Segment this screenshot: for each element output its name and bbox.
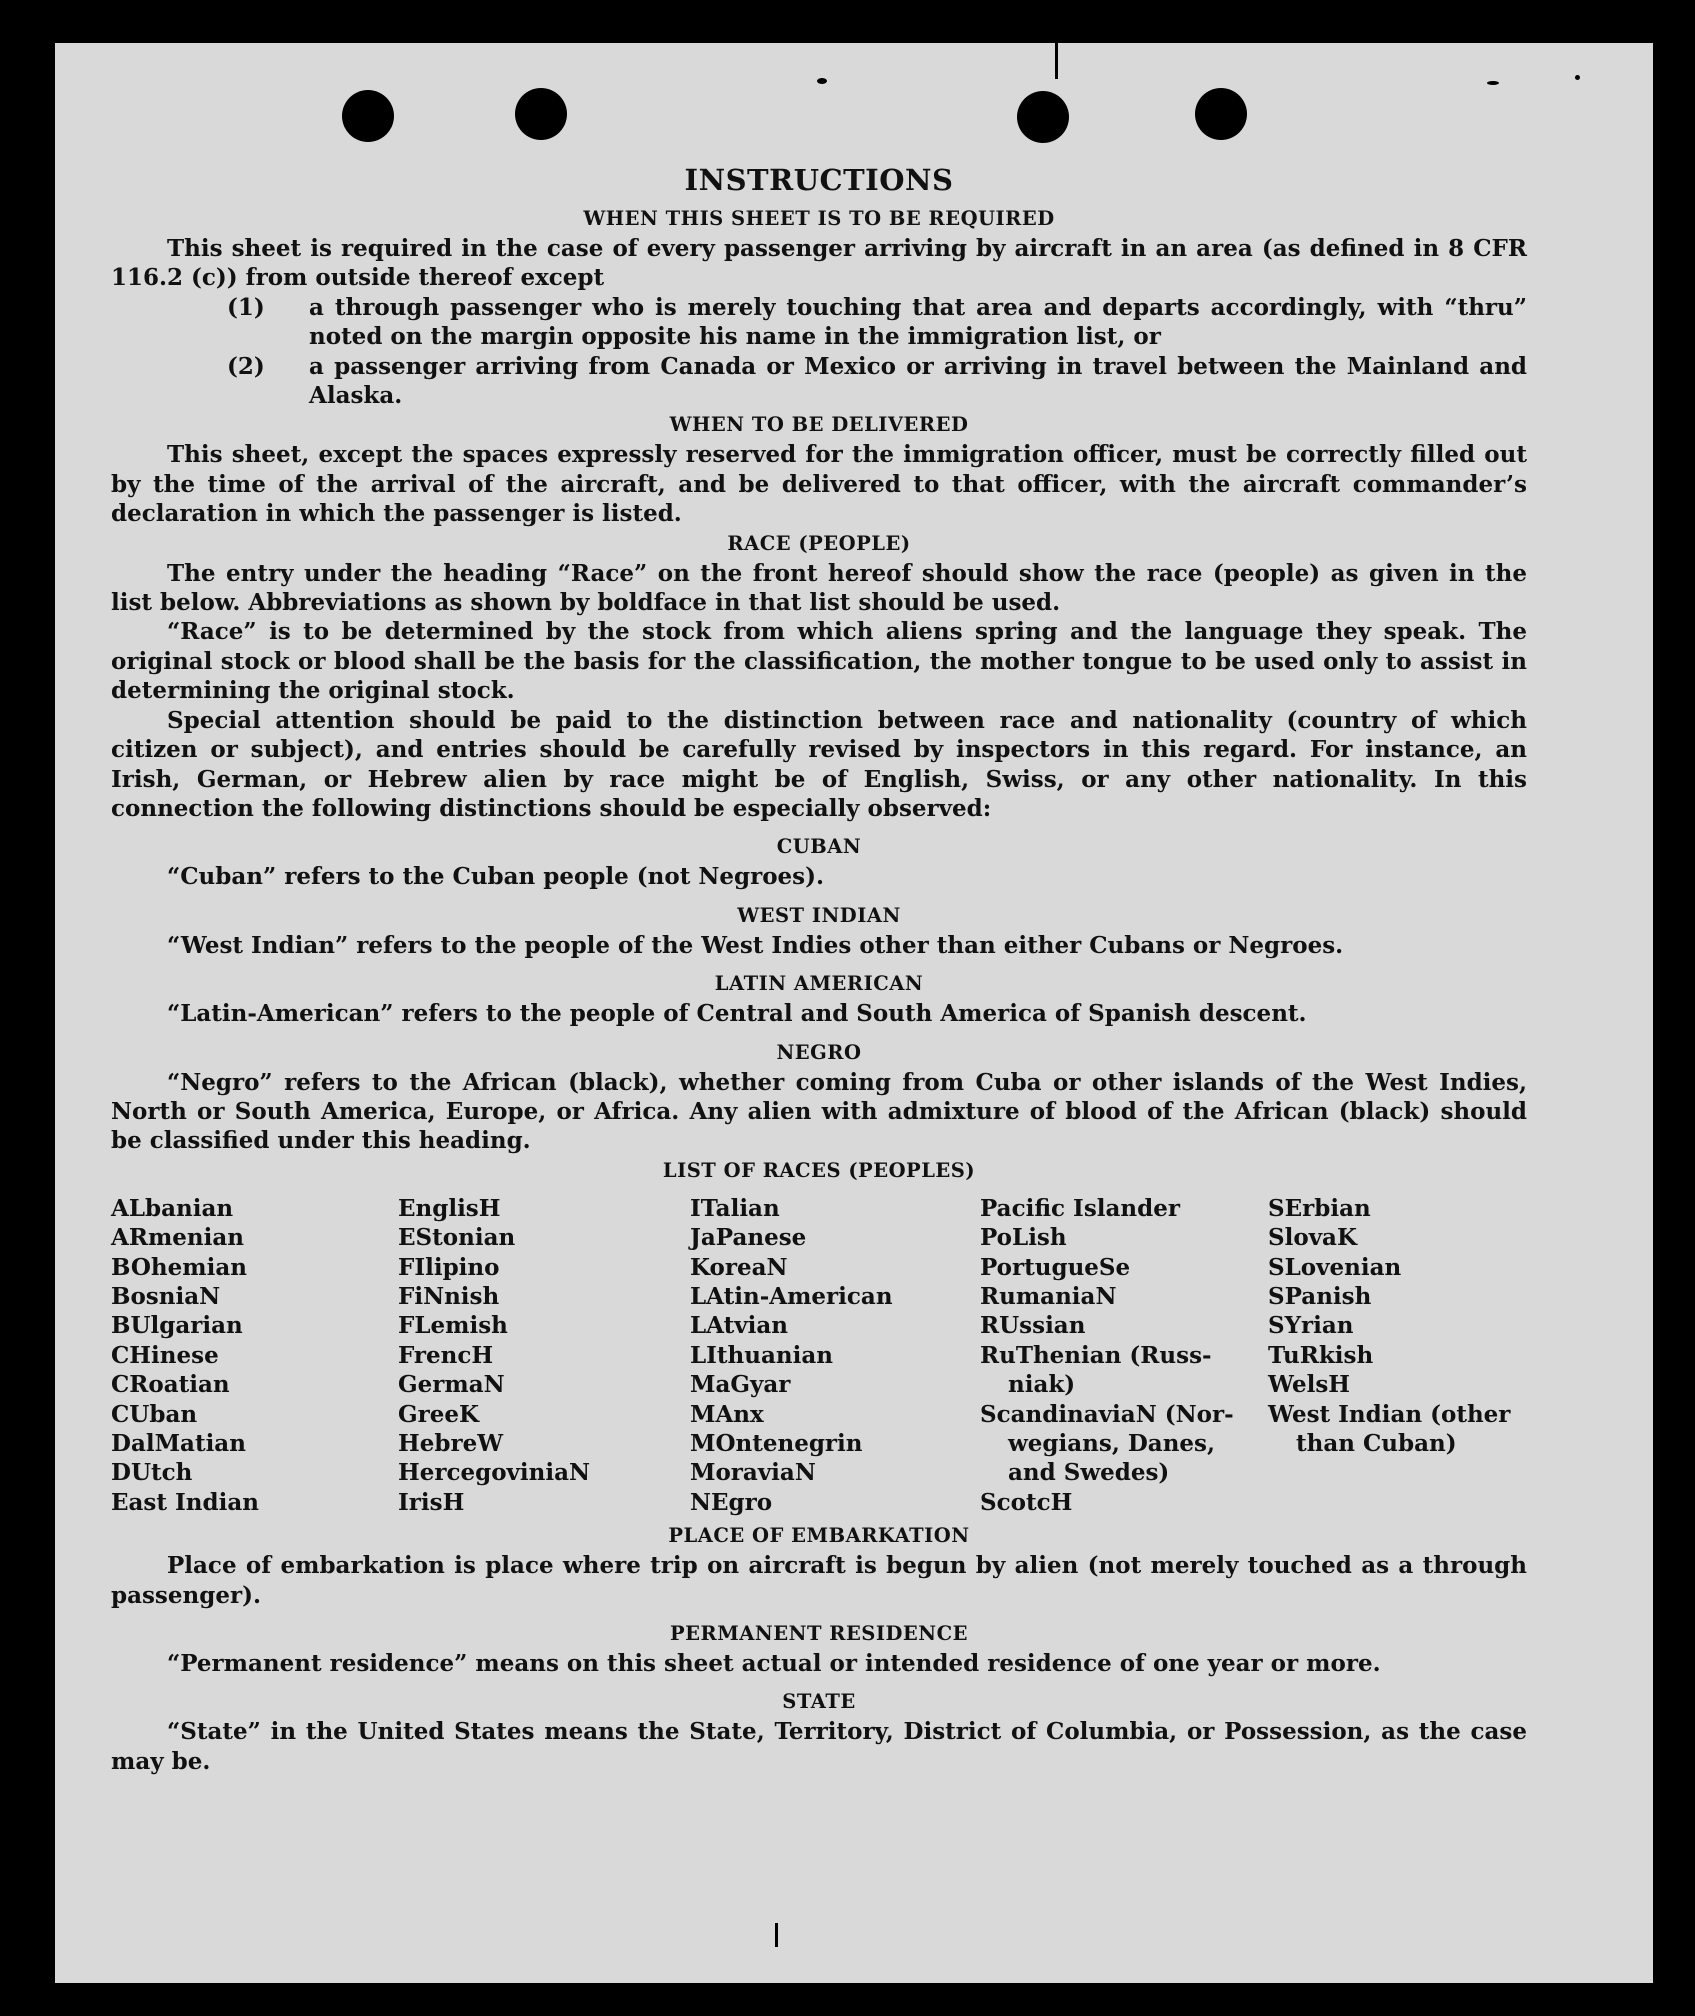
race-entry: LAtin-American (690, 1282, 893, 1310)
page-title: INSTRUCTIONS (684, 163, 954, 197)
list-item (111, 352, 1527, 411)
instructions-content (111, 160, 1527, 1776)
paragraph-when-delivered: This sheet, except the spaces expressly reserved for the immigration officer, must be correctly filled out by the time of the arrival of the aircraft, and be delivered to that officer, with the aircraft commander’s declaration in which the passenger is listed. (111, 441, 1527, 528)
heading-state: STATE (782, 1690, 856, 1714)
paragraph-residence: “Permanent residence” means on this sheet actual or intended residence of one year or more. (167, 1650, 1381, 1678)
race-entry: ALbanian (111, 1194, 234, 1222)
race-entry: FiNnish (398, 1282, 500, 1310)
race-entry: than Cuban) (1296, 1430, 1457, 1457)
race-entry: wegians, Danes, (1008, 1430, 1215, 1457)
race-entry: ITalian (690, 1194, 780, 1222)
race-entry: ScotcH (980, 1488, 1073, 1516)
races-column (1268, 1194, 1527, 1517)
race-entry: DUtch (111, 1459, 193, 1487)
race-entry: SLovenian (1268, 1253, 1402, 1281)
race-entry: MOntenegrin (690, 1430, 863, 1457)
speck (817, 78, 827, 84)
races-column (980, 1194, 1268, 1517)
heading-residence: PERMANENT RESIDENCE (669, 1622, 968, 1646)
race-entry: CRoatian (111, 1371, 230, 1399)
speck (1575, 75, 1580, 80)
race-entry: FIlipino (398, 1253, 500, 1281)
race-entry: BOhemian (111, 1253, 247, 1281)
race-entry: RumaniaN (980, 1282, 1117, 1310)
race-entry: PortugueSe (980, 1253, 1131, 1281)
race-entry: West Indian (other (1268, 1400, 1511, 1428)
race-entry: CHinese (111, 1341, 219, 1369)
punch-hole (515, 88, 567, 140)
paragraph-embarkation: Place of embarkation is place where trip on aircraft is begun by alien (not merely touched as a through passenger). (111, 1552, 1527, 1609)
heading-latin-american: LATIN AMERICAN (714, 972, 924, 996)
race-entry: NEgro (690, 1488, 773, 1516)
race-entry: BUlgarian (111, 1312, 243, 1340)
race-entry: RuThenian (Russ- (980, 1341, 1212, 1369)
paragraph-race-3: Special attention should be paid to the distinction between race and nationality (country of which citizen or subject), and entries should be carefully revised by inspectors in this regard. For instance, an Irish, German, or Hebrew alien by race might be of English, Swiss, or any other nationality. In this connection the following distinctions should be especially observed: (111, 706, 1527, 822)
race-entry: and Swedes) (1008, 1459, 1170, 1487)
paragraph-state: “State” in the United States means the State, Territory, District of Columbia, or Possession, as the case may be. (111, 1718, 1527, 1775)
race-entry: IrisH (398, 1488, 465, 1516)
race-entry: GermaN (398, 1371, 505, 1399)
race-entry: WelsH (1268, 1371, 1351, 1399)
race-entry: ScandinaviaN (Nor- (980, 1400, 1234, 1428)
race-entry: EStonian (398, 1224, 516, 1252)
race-entry: FLemish (398, 1312, 508, 1340)
heading-list-of-races: LIST OF RACES (PEOPLES) (662, 1158, 976, 1182)
punch-hole (1195, 88, 1247, 140)
speck (1487, 81, 1499, 85)
paragraph-race-1: The entry under the heading “Race” on the front hereof should show the race (people) as given in the list below. Abbreviations as shown by boldface in that list should be used. (111, 559, 1527, 617)
race-entry: MoraviaN (690, 1459, 816, 1487)
race-entry: TuRkish (1268, 1341, 1374, 1369)
item-text: a passenger arriving from Canada or Mexico or arriving in travel between the Mainland and Alaska. (309, 352, 1527, 410)
race-entry: CUban (111, 1400, 198, 1428)
heading-negro: NEGRO (776, 1040, 862, 1064)
race-entry: KoreaN (690, 1253, 788, 1281)
race-entry: DalMatian (111, 1430, 246, 1457)
race-entry: ARmenian (111, 1224, 245, 1252)
race-entry: HercegoviniaN (398, 1459, 591, 1487)
item-number: (2) (227, 352, 265, 380)
race-entry: FrencH (398, 1341, 494, 1369)
race-entry: EnglisH (398, 1194, 501, 1222)
heading-west-indian: WEST INDIAN (737, 903, 901, 927)
heading-when-required: WHEN THIS SHEET IS TO BE REQUIRED (583, 207, 1055, 230)
paragraph-negro: “Negro” refers to the African (black), whether coming from Cuba or other islands of the West Indies, North or South America, Europe, or Africa. Any alien with admixture of blood of the African (black) should be classified under this heading. (111, 1068, 1527, 1155)
race-entry: BosniaN (111, 1282, 221, 1310)
race-entry: SPanish (1268, 1282, 1372, 1310)
item-text: a through passenger who is merely touching that area and departs accordingly, with “thru” noted on the margin opposite his name in the immigration list, or (309, 293, 1527, 351)
punch-hole (1017, 91, 1069, 143)
paragraph-latin-american: “Latin-American” refers to the people of Central and South America of Spanish descent. (167, 1000, 1307, 1028)
speck (775, 1923, 778, 1947)
race-entry: HebreW (398, 1430, 504, 1457)
race-entry: JaPanese (690, 1224, 807, 1252)
heading-cuban: CUBAN (776, 835, 862, 859)
race-entry: Pacific Islander (980, 1194, 1180, 1222)
race-entry: LIthuanian (690, 1341, 833, 1369)
heading-race: RACE (PEOPLE) (727, 531, 911, 555)
races-list (111, 1194, 1527, 1517)
punch-hole (342, 90, 394, 142)
race-entry: GreeK (398, 1400, 480, 1428)
race-entry: SYrian (1268, 1312, 1354, 1340)
speck (1055, 43, 1058, 79)
races-column (690, 1194, 980, 1517)
race-entry: SlovaK (1268, 1224, 1357, 1252)
paragraph-cuban: “Cuban” refers to the Cuban people (not Negroes). (167, 863, 825, 891)
races-column (111, 1194, 398, 1517)
paragraph-when-required: This sheet is required in the case of every passenger arriving by aircraft in an area (as defined in 8 CFR 116.2 (c)) from outside thereof except (111, 235, 1527, 292)
document-page (55, 43, 1653, 1983)
paragraph-race-2: “Race” is to be determined by the stock from which aliens spring and the language they speak. The original stock or blood shall be the basis for the classification, the mother tongue to be used only to assist in determining the original stock. (111, 618, 1527, 705)
heading-when-delivered: WHEN TO BE DELIVERED (669, 413, 969, 437)
race-entry: SErbian (1268, 1194, 1371, 1222)
race-entry: niak) (1008, 1371, 1076, 1399)
race-entry: LAtvian (690, 1312, 788, 1340)
race-entry: PoLish (980, 1224, 1067, 1252)
list-item (111, 293, 1527, 352)
races-column (398, 1194, 690, 1517)
race-entry: East Indian (111, 1488, 259, 1516)
race-entry: RUssian (980, 1312, 1086, 1340)
race-entry: MaGyar (690, 1371, 791, 1399)
item-number: (1) (227, 293, 265, 321)
heading-embarkation: PLACE OF EMBARKATION (668, 1524, 970, 1548)
race-entry: MAnx (690, 1400, 764, 1428)
paragraph-west-indian: “West Indian” refers to the people of the West Indies other than either Cubans or Negroes. (167, 931, 1344, 959)
